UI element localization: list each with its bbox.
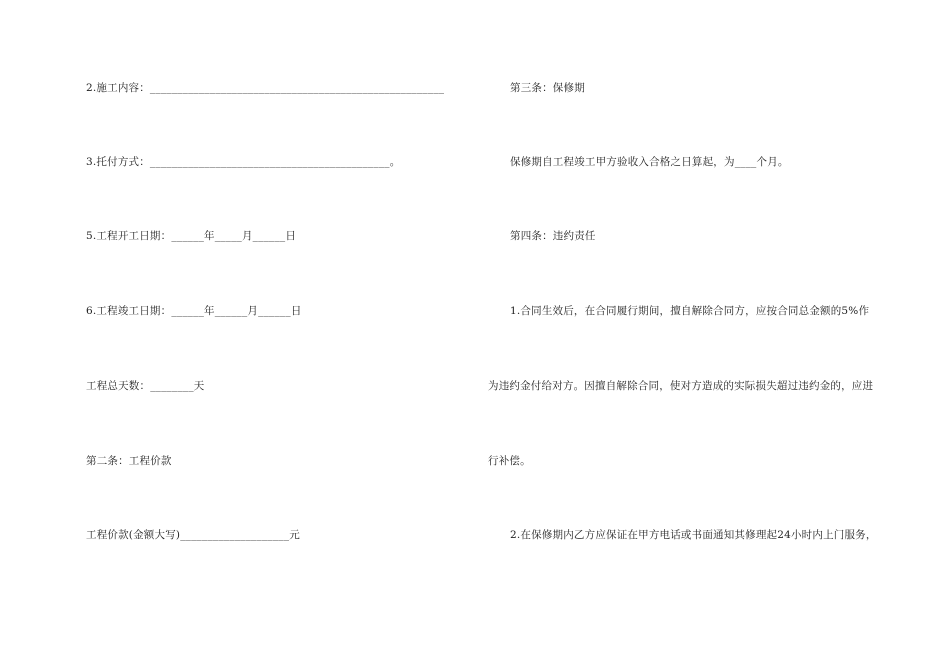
breach-clause-1-line-2: 为违约金付给对方。因擅自解除合同，使对方造成的实际损失超过违约金的，应进 <box>488 380 874 392</box>
warranty-paragraph: 保修期自工程竣工甲方验收入合格之日算起，为____个月。 <box>510 156 789 168</box>
breach-clause-2-line-1: 2.在保修期内乙方应保证在甲方电话或书面通知其修理起24小时内上门服务， <box>510 529 877 541</box>
article-3-title: 第三条：保修期 <box>510 82 585 94</box>
payment-method-line: 3.托付方式：____________________________________________。 <box>86 156 401 168</box>
end-date-line: 6.工程竣工日期：______年______月______日 <box>86 305 302 317</box>
start-date-line: 5.工程开工日期：______年_____月______日 <box>86 230 297 242</box>
article-2-title: 第二条：工程价款 <box>86 455 172 467</box>
article-4-title: 第四条：违约责任 <box>510 230 596 242</box>
construction-content-line: 2.施工内容：______________________________________________________ <box>86 82 445 94</box>
price-line: 工程价款(金额大写)____________________元 <box>86 529 300 541</box>
breach-clause-1-line-1: 1.合同生效后，在合同履行期间，擅自解除合同方，应按合同总金额的5%作 <box>510 305 870 317</box>
breach-clause-1-line-3: 行补偿。 <box>488 455 531 467</box>
total-days-line: 工程总天数：________天 <box>86 380 205 392</box>
